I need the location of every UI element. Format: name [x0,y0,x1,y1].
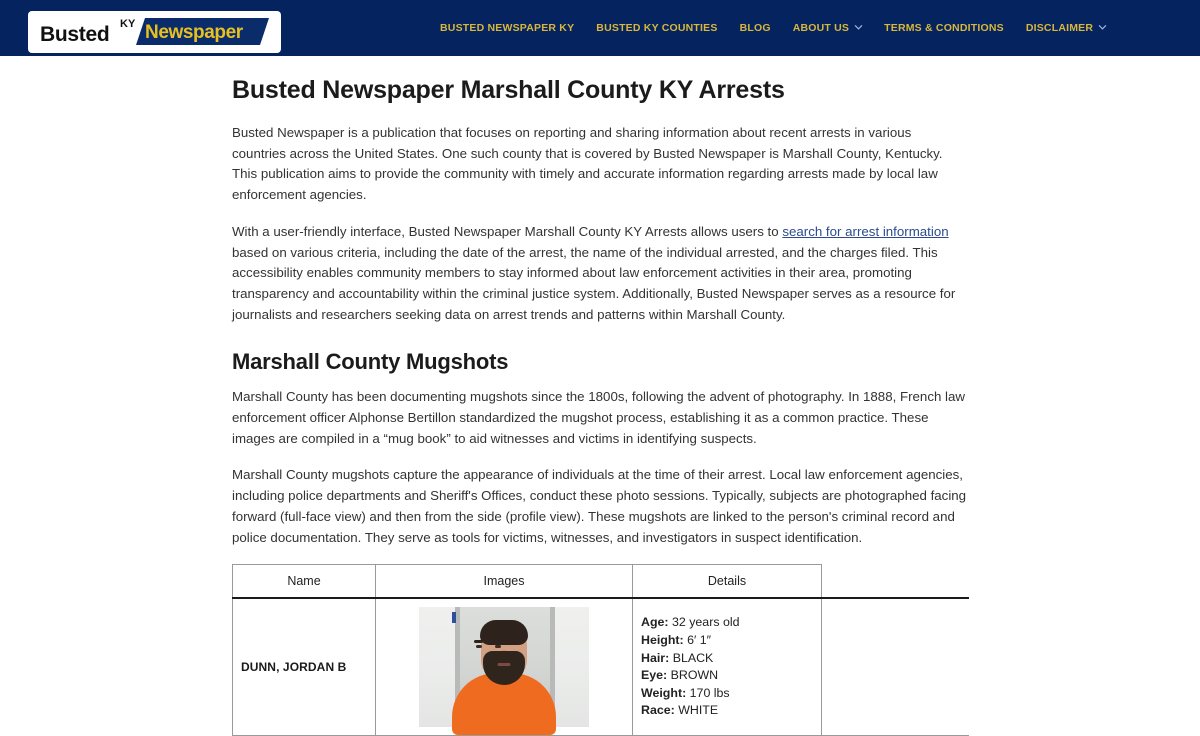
mugshot-hair [480,620,528,645]
table-header-row [233,565,969,599]
logo-text-busted: Busted [40,23,110,46]
history-paragraph: Marshall County has been documenting mugshots since the 1800s, following the advent of photography. In 1888, French law enforcement officer Alphonse Bertillon standardized the mugshot process, establishing it as a common practice. These images are compiled in a “mug book” to aid witnesses and victims in identifying suspects. [232,389,966,446]
nav-item-label: TERMS & CONDITIONS [884,22,1004,34]
detail-label: Race: [641,703,675,718]
nav-item-busted-ky-counties[interactable] [596,22,717,34]
section-title-mugshots: Marshall County Mugshots [232,349,509,375]
main-navigation [440,0,1106,56]
mugshot-mouth [498,663,511,666]
column-header-details[interactable]: Details [633,565,822,599]
detail-value: 6′ 1″ [687,633,712,648]
nav-item-label: BUSTED KY COUNTIES [596,22,718,34]
cell-extra [822,598,969,736]
detail-weight [641,685,813,703]
detail-hair [641,650,813,668]
page-content [0,56,1200,736]
page-title: Busted Newspaper Marshall County KY Arrests [232,76,785,104]
nav-item-label: BLOG [739,22,771,34]
detail-label: Eye: [641,668,668,683]
chevron-down-icon [1098,23,1106,31]
column-header-empty [822,565,969,599]
detail-value: 170 lbs [689,685,730,700]
cell-name [233,598,376,736]
detail-value: BLACK [672,650,714,665]
logo-text-newspaper: Newspaper [145,22,243,43]
mugshot-wall-marker [452,612,456,623]
detail-value: WHITE [678,703,719,718]
detail-race [641,702,813,720]
intro-paragraph: Busted Newspaper is a publication that focuses on reporting and sharing information about recent arrests in various countries across the United States. One such county that is covered by Busted Newspaper is Marshall County, Kentucky. This publication aims to provide the community with timely and accurate information regarding arrests made by local law enforcement agencies. [232,125,943,203]
chevron-down-icon [854,23,862,31]
search-arrest-information-link[interactable]: search for arrest information [782,223,949,239]
nav-item-terms-conditions[interactable] [884,22,1004,34]
cell-images [376,598,633,736]
detail-label: Height: [641,633,684,648]
nav-item-blog[interactable] [740,22,771,34]
mugshot-eye [495,645,501,648]
nav-item-about-us[interactable] [793,22,862,34]
detail-label: Hair: [641,650,670,665]
column-header-images[interactable]: Images [376,565,633,599]
mugshot-eyebrow [474,640,483,643]
cell-details [633,598,822,736]
mugshot-eyebrow [493,640,502,643]
detail-value: BROWN [670,668,719,683]
paragraph-text-after-link: based on various criteria, including the date of the arrest, the name of the individual arrested, and the charges filed. This accessibility enables community members to stay informed about law enforcement activities in their area, promoting transparency and accountability within the criminal justice system. Additionally, Busted Newspaper serves as a resource for journalists and researchers seeking data on arrest trends and patterns within Marshall County. [232,244,956,322]
mugshot-table [232,564,969,736]
site-logo[interactable] [28,11,281,53]
nav-item-disclaimer[interactable] [1026,22,1106,34]
detail-label: Weight: [641,685,687,700]
detail-value: 32 years old [672,615,740,630]
mugshot-eye [476,645,482,648]
nav-item-label: DISCLAIMER [1025,22,1094,34]
mugshot-wall-panel [419,607,455,727]
column-header-name[interactable]: Name [233,565,376,599]
nav-item-label: ABOUT US [792,22,850,34]
paragraph-text-before-link: With a user-friendly interface, Busted Newspaper Marshall County KY Arrests allows users to [232,223,783,239]
detail-label: Age: [641,615,669,630]
detail-eye [641,667,813,685]
arrestee-name[interactable]: DUNN, JORDAN B [241,660,347,675]
mugshot-photo[interactable] [419,607,589,727]
table-row[interactable] [233,598,969,736]
site-header [0,0,1200,56]
logo-text-ky: KY [120,18,136,30]
nav-item-busted-newspaper-ky[interactable] [440,22,574,34]
nav-item-label: BUSTED NEWSPAPER KY [440,22,575,34]
detail-height [641,632,813,650]
search-paragraph [232,222,968,326]
process-paragraph: Marshall County mugshots capture the appearance of individuals at the time of their arrest. Local law enforcement agencies, including police departments and Sheriff's Offices, conduct these photo sessions. Typically, subjects are photographed facing forward (full-face view) and then from the side (profile view). These mugshots are linked to the person's criminal record and police documentation. They serve as tools for victims, witnesses, and investigators in suspect identification. [232,467,967,545]
detail-age [641,614,813,632]
mugshot-wall-panel [555,607,589,727]
